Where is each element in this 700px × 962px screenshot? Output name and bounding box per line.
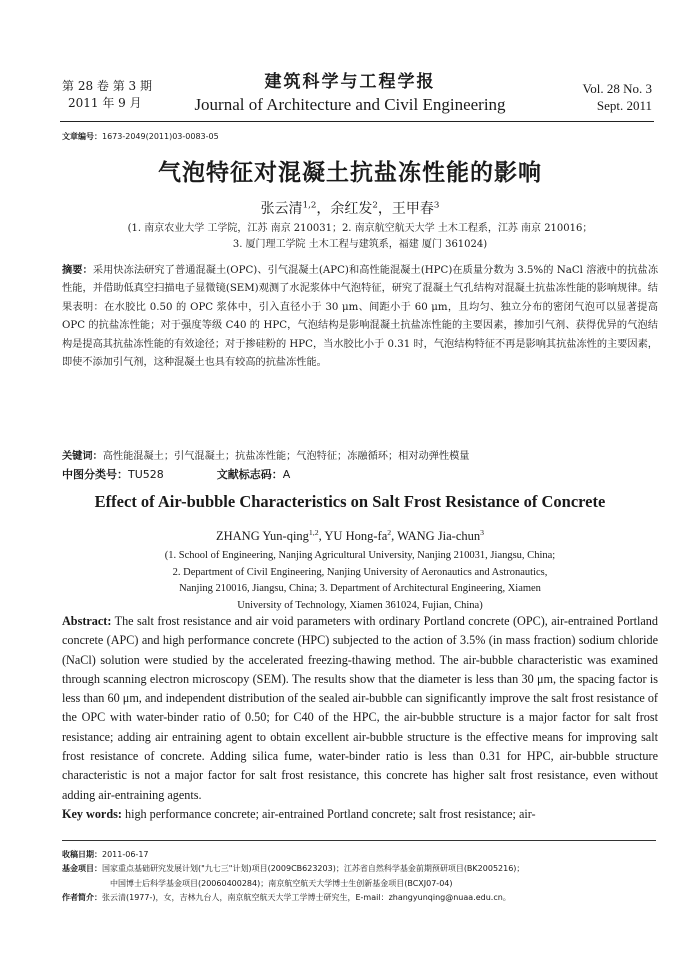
footnote-divider [62, 840, 656, 841]
article-number [62, 131, 219, 142]
author-name: WANG Jia-chun [397, 529, 481, 543]
author-affil-mark: 3 [480, 527, 484, 537]
author-name: ZHANG Yun-qing [215, 529, 309, 543]
affiliation-line: 3. 厦门理工学院 土木工程与建筑系，福建 厦门 361024) [232, 239, 488, 250]
author-affil-mark: 1,2 [302, 200, 317, 211]
abstract-cn-label: 摘要： [62, 265, 93, 276]
footnotes [62, 848, 662, 906]
received-value: 2011-06-17 [102, 850, 149, 859]
author-name: 张云清 [260, 201, 303, 217]
keywords-en [62, 805, 658, 824]
affiliations-cn [70, 221, 650, 253]
fund-label: 基金项目： [62, 864, 102, 874]
author-affil-mark: 2 [372, 200, 378, 211]
affiliation-line: (1. 南京农业大学 工学院，江苏 南京 210031；2. 南京航空航天大学 土木工程系，江苏 南京 210016； [127, 223, 593, 234]
affiliations-en [80, 548, 640, 614]
author-name: 余红发 [330, 201, 373, 217]
paper-title-en: Effect of Air-bubble Characteristics on Salt Frost Resistance of Concrete [94, 492, 606, 511]
received-date [62, 848, 662, 862]
keywords-cn-label: 关键词： [62, 451, 103, 462]
journal-title-en: Journal of Architecture and Civil Engineering [194, 95, 506, 114]
keywords-en-label: Key words: [62, 806, 122, 821]
affiliation-line: 2. Department of Civil Engineering, Nanjing University of Aeronautics and Astronautics, [172, 566, 548, 578]
author-affil-mark: 2 [387, 527, 392, 537]
volume-en: Vol. 28 No. 3 [582, 81, 652, 96]
keywords-cn-text: 高性能混凝土；引气混凝土；抗盐冻性能；气泡特征；冻融循环；相对动弹性模量 [102, 451, 470, 462]
article-number-value: 1673-2049(2011)03-0083-05 [102, 132, 219, 141]
abstract-en [62, 612, 658, 824]
received-label: 收稿日期： [62, 850, 102, 859]
article-number-label: 文章编号： [62, 132, 102, 141]
author-affil-mark: 3 [433, 200, 440, 211]
header-issue-info-en [583, 80, 652, 114]
fund-line: 国家重点基础研究发展计划("九七三"计划)项目(2009CB623203)；江苏省自然科学基金前期预研项目(BK2005216)； [102, 864, 525, 874]
author-bio-text: 张云清(1977-)，女，吉林九台人，南京航空航天大学工学博士研究生，E-mail：zhangyunqing@nuaa.edu.cn。 [102, 893, 511, 903]
affiliation-line: (1. School of Engineering, Nanjing Agricultural University, Nanjing 210031, Jiangsu, China; [164, 550, 556, 561]
date-en: Sept. 2011 [596, 98, 652, 113]
date-cn: 2011 年 9 月 [68, 96, 142, 110]
header-divider [60, 121, 654, 122]
paper-title-cn: 气泡特征对混凝土抗盐冻性能的影响 [158, 160, 542, 186]
fund-line: 中国博士后科学基金项目(20060400284)；南京航空航天大学博士生创新基金项目(BCXJ07-04) [110, 878, 453, 888]
affiliation-line: Nanjing 210016, Jiangsu, China; 3. Department of Architectural Engineering, Xiamen [179, 583, 541, 594]
abstract-cn-text: 采用快冻法研究了普通混凝土(OPC)、引气混凝土(APC)和高性能混凝土(HPC)在质量分数为 3.5%的 NaCl 溶液中的抗盐冻性能，并借助低真空扫描电子显微镜(SEM)观测了水泥浆体中气泡特征，研究了混凝土气孔结构对混凝土抗盐冻性能的影响规律。结果表明：在水胶比 0.50 的 OPC 浆体中，引入直径小于 30 μm、间距小于 60 μm，且均匀、独立分布的密闭气泡可以显著提高 OPC 的抗盐冻性能；对于强度等级 C40 的 HPC，气泡结构是影响混凝土抗盐冻性能的主要因素，掺加引气剂、获得优异的气泡结构是提高其抗盐冻性能的有效途径；对于掺硅粉的 HPC，当水胶比小于 0.31 时，气泡结构特征不再是影响其抗盐冻性的主要因素，即使不添加引气剂，这种混凝土也具有较高的抗盐冻性能。 [62, 265, 659, 369]
volume-cn: 第 28 卷 第 3 期 [62, 79, 152, 93]
author-name: YU Hong-fa [324, 529, 388, 543]
doc-code-label: 文献标志码： [216, 468, 283, 481]
fund-info [62, 862, 662, 876]
abstract-en-text: The salt frost resistance and air void parameters with ordinary Portland concrete (OPC), air-entrained Portland concrete (APC) and high performance concrete (HPC) subjected to the action of 3.5% (in mass fraction) sodium chloride (NaCl) solution were studied by the accelerated freezing-thawing method. The air-bubble characteristic was examined through scanning electron microscopy (SEM). The results show that the diameter is less than 30 μm, the spacing factor is less than 60 μm, and independent distribution of the sealed air-bubble can significantly improve the salt frost resistance of the OPC with water-binder ratio of 0.50; for C40 of the HPC, the air-bubble structure is a major factor for salt frost resistance; adding air entraining agent to obtain excellent air-bubble structure is the effective means for improving salt frost resistance of concrete. Adding silica fume, water-binder ratio is less than 0.31 for HPC, air-bubble structure characteristic is not a major factor for salt frost resistance, this concrete has higher salt frost resistance, even without adding air-entraining agents. [62, 614, 658, 802]
author-bio-label: 作者简介： [62, 893, 102, 903]
abstract-en-label: Abstract: [62, 614, 112, 628]
keywords-en-text: high performance concrete; air-entrained Portland concrete; salt frost resistance; air- [124, 806, 536, 821]
authors-en: ZHANG Yun-qing$^{1,2}$, YU Hong-$fa^2$, WANG Jia-chun$^3$ [215, 527, 484, 543]
clc-label: 中图分类号： [62, 468, 128, 481]
journal-title-cn: 建筑科学与工程学报 [264, 72, 436, 92]
classification-line [62, 466, 290, 484]
doc-code-value: A [282, 468, 291, 481]
author-name: 王甲春 [391, 201, 434, 217]
affiliation-line: University of Technology, Xiamen 361024, Fujian, China) [237, 599, 483, 611]
author-affil-mark: 1,2 [308, 527, 319, 537]
keywords-cn [62, 448, 658, 466]
author-bio [62, 891, 662, 905]
abstract-cn [62, 262, 658, 372]
authors-cn: 张云清$^{1,2}$，余红发$^2$，王甲春$^3$ [260, 200, 440, 217]
clc-value: TU528 [128, 468, 164, 481]
